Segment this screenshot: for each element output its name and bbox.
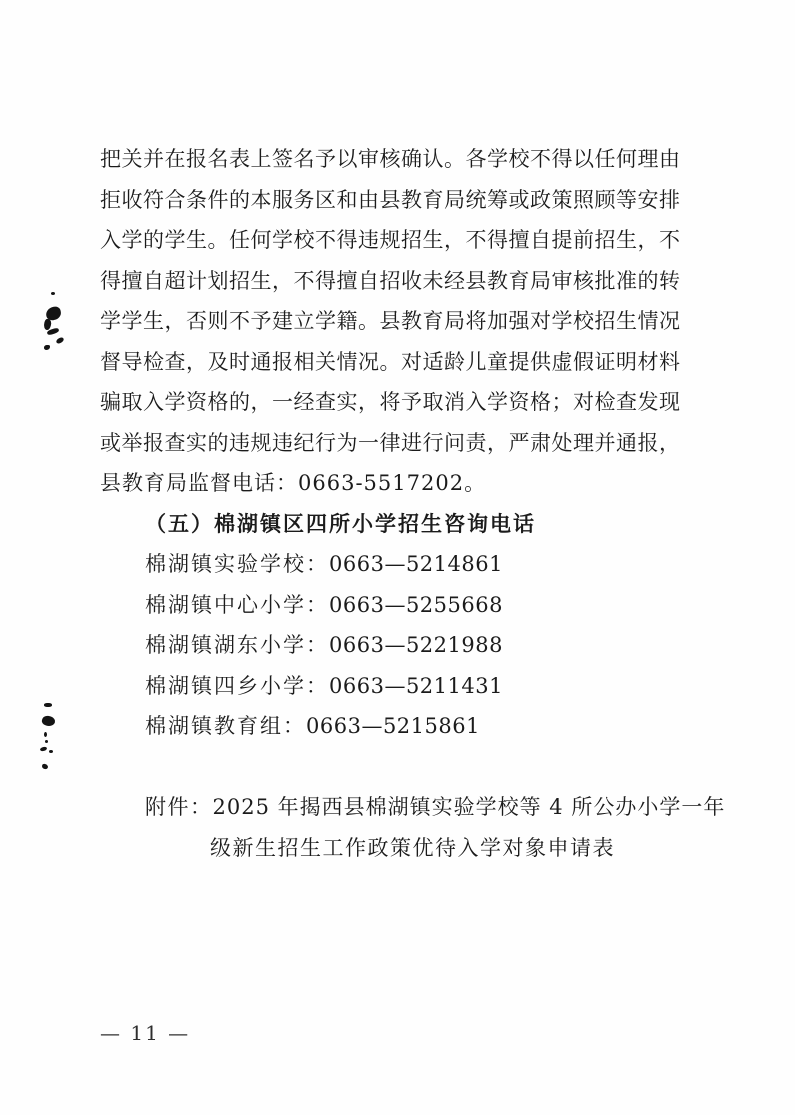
ink-smudge — [44, 345, 50, 350]
paragraph-line: 入学的学生。任何学校不得违规招生，不得擅自提前招生，不 — [100, 228, 680, 252]
ink-smudge — [40, 746, 48, 752]
paragraph-line: 得擅自超计划招生，不得擅自招收未经县教育局审核批准的转 — [100, 268, 680, 293]
phone-list-item — [100, 544, 680, 585]
school-name: 棉湖镇湖东小学： — [145, 633, 329, 657]
attachment-note — [100, 787, 726, 868]
school-name: 棉湖镇实验学校： — [145, 552, 329, 576]
ink-smudge — [44, 732, 47, 737]
phone-number: 0663—5211431 — [329, 673, 503, 698]
page-number: — 11 — — [100, 1021, 191, 1045]
phone-list-item — [100, 706, 680, 747]
school-name: 棉湖镇四乡小学： — [145, 673, 329, 698]
section-heading: （五）棉湖镇区四所小学招生咨询电话 — [145, 510, 536, 536]
paragraph-line: 县教育局监督电话：0663-5517202。 — [100, 471, 487, 495]
attachment-title-part2: 级新生招生工作政策优待入学对象申请表 — [210, 835, 615, 860]
paragraph-line: 或举报查实的违规违纪行为一律进行问责，严肃处理并通报， — [100, 430, 680, 455]
school-name: 棉湖镇中心小学： — [145, 592, 329, 617]
phone-list-item — [100, 666, 680, 707]
phone-number: 0663—5214861 — [329, 552, 503, 576]
blank-line — [100, 747, 680, 788]
paragraph-line: 督导检查，及时通报相关情况。对适龄儿童提供虚假证明材料 — [100, 349, 680, 374]
attachment-title-part1: 2025 年揭西县棉湖镇实验学校等 4 所公办小学一年 — [212, 795, 726, 819]
phone-number: 0663—5215861 — [306, 714, 480, 738]
document-body — [100, 139, 726, 868]
ink-smudge — [41, 714, 56, 728]
paragraph-line: 拒收符合条件的本服务区和由县教育局统筹或政策照顾等安排 — [100, 187, 680, 212]
ink-smudge — [49, 750, 53, 753]
paragraph-line: 骗取入学资格的，一经查实，将予取消入学资格；对检查发现 — [100, 390, 680, 414]
phone-number: 0663—5221988 — [329, 633, 503, 657]
ink-smudge — [44, 703, 52, 707]
phone-number: 0663—5255668 — [329, 592, 503, 617]
attachment-label: 附件： — [145, 795, 213, 819]
paragraph-line: 学学生，否则不予建立学籍。县教育局将加强对学校招生情况 — [100, 309, 680, 333]
paragraph-line: 把关并在报名表上签名予以审核确认。各学校不得以任何理由 — [100, 147, 680, 171]
attachment-line — [100, 787, 726, 828]
ink-smudge — [51, 292, 55, 295]
ink-smudge — [55, 336, 64, 344]
phone-list-item — [100, 585, 680, 626]
ink-smudge — [42, 764, 49, 770]
school-name: 棉湖镇教育组： — [145, 714, 306, 738]
phone-list-item — [100, 625, 680, 666]
ink-smudge — [45, 740, 48, 743]
